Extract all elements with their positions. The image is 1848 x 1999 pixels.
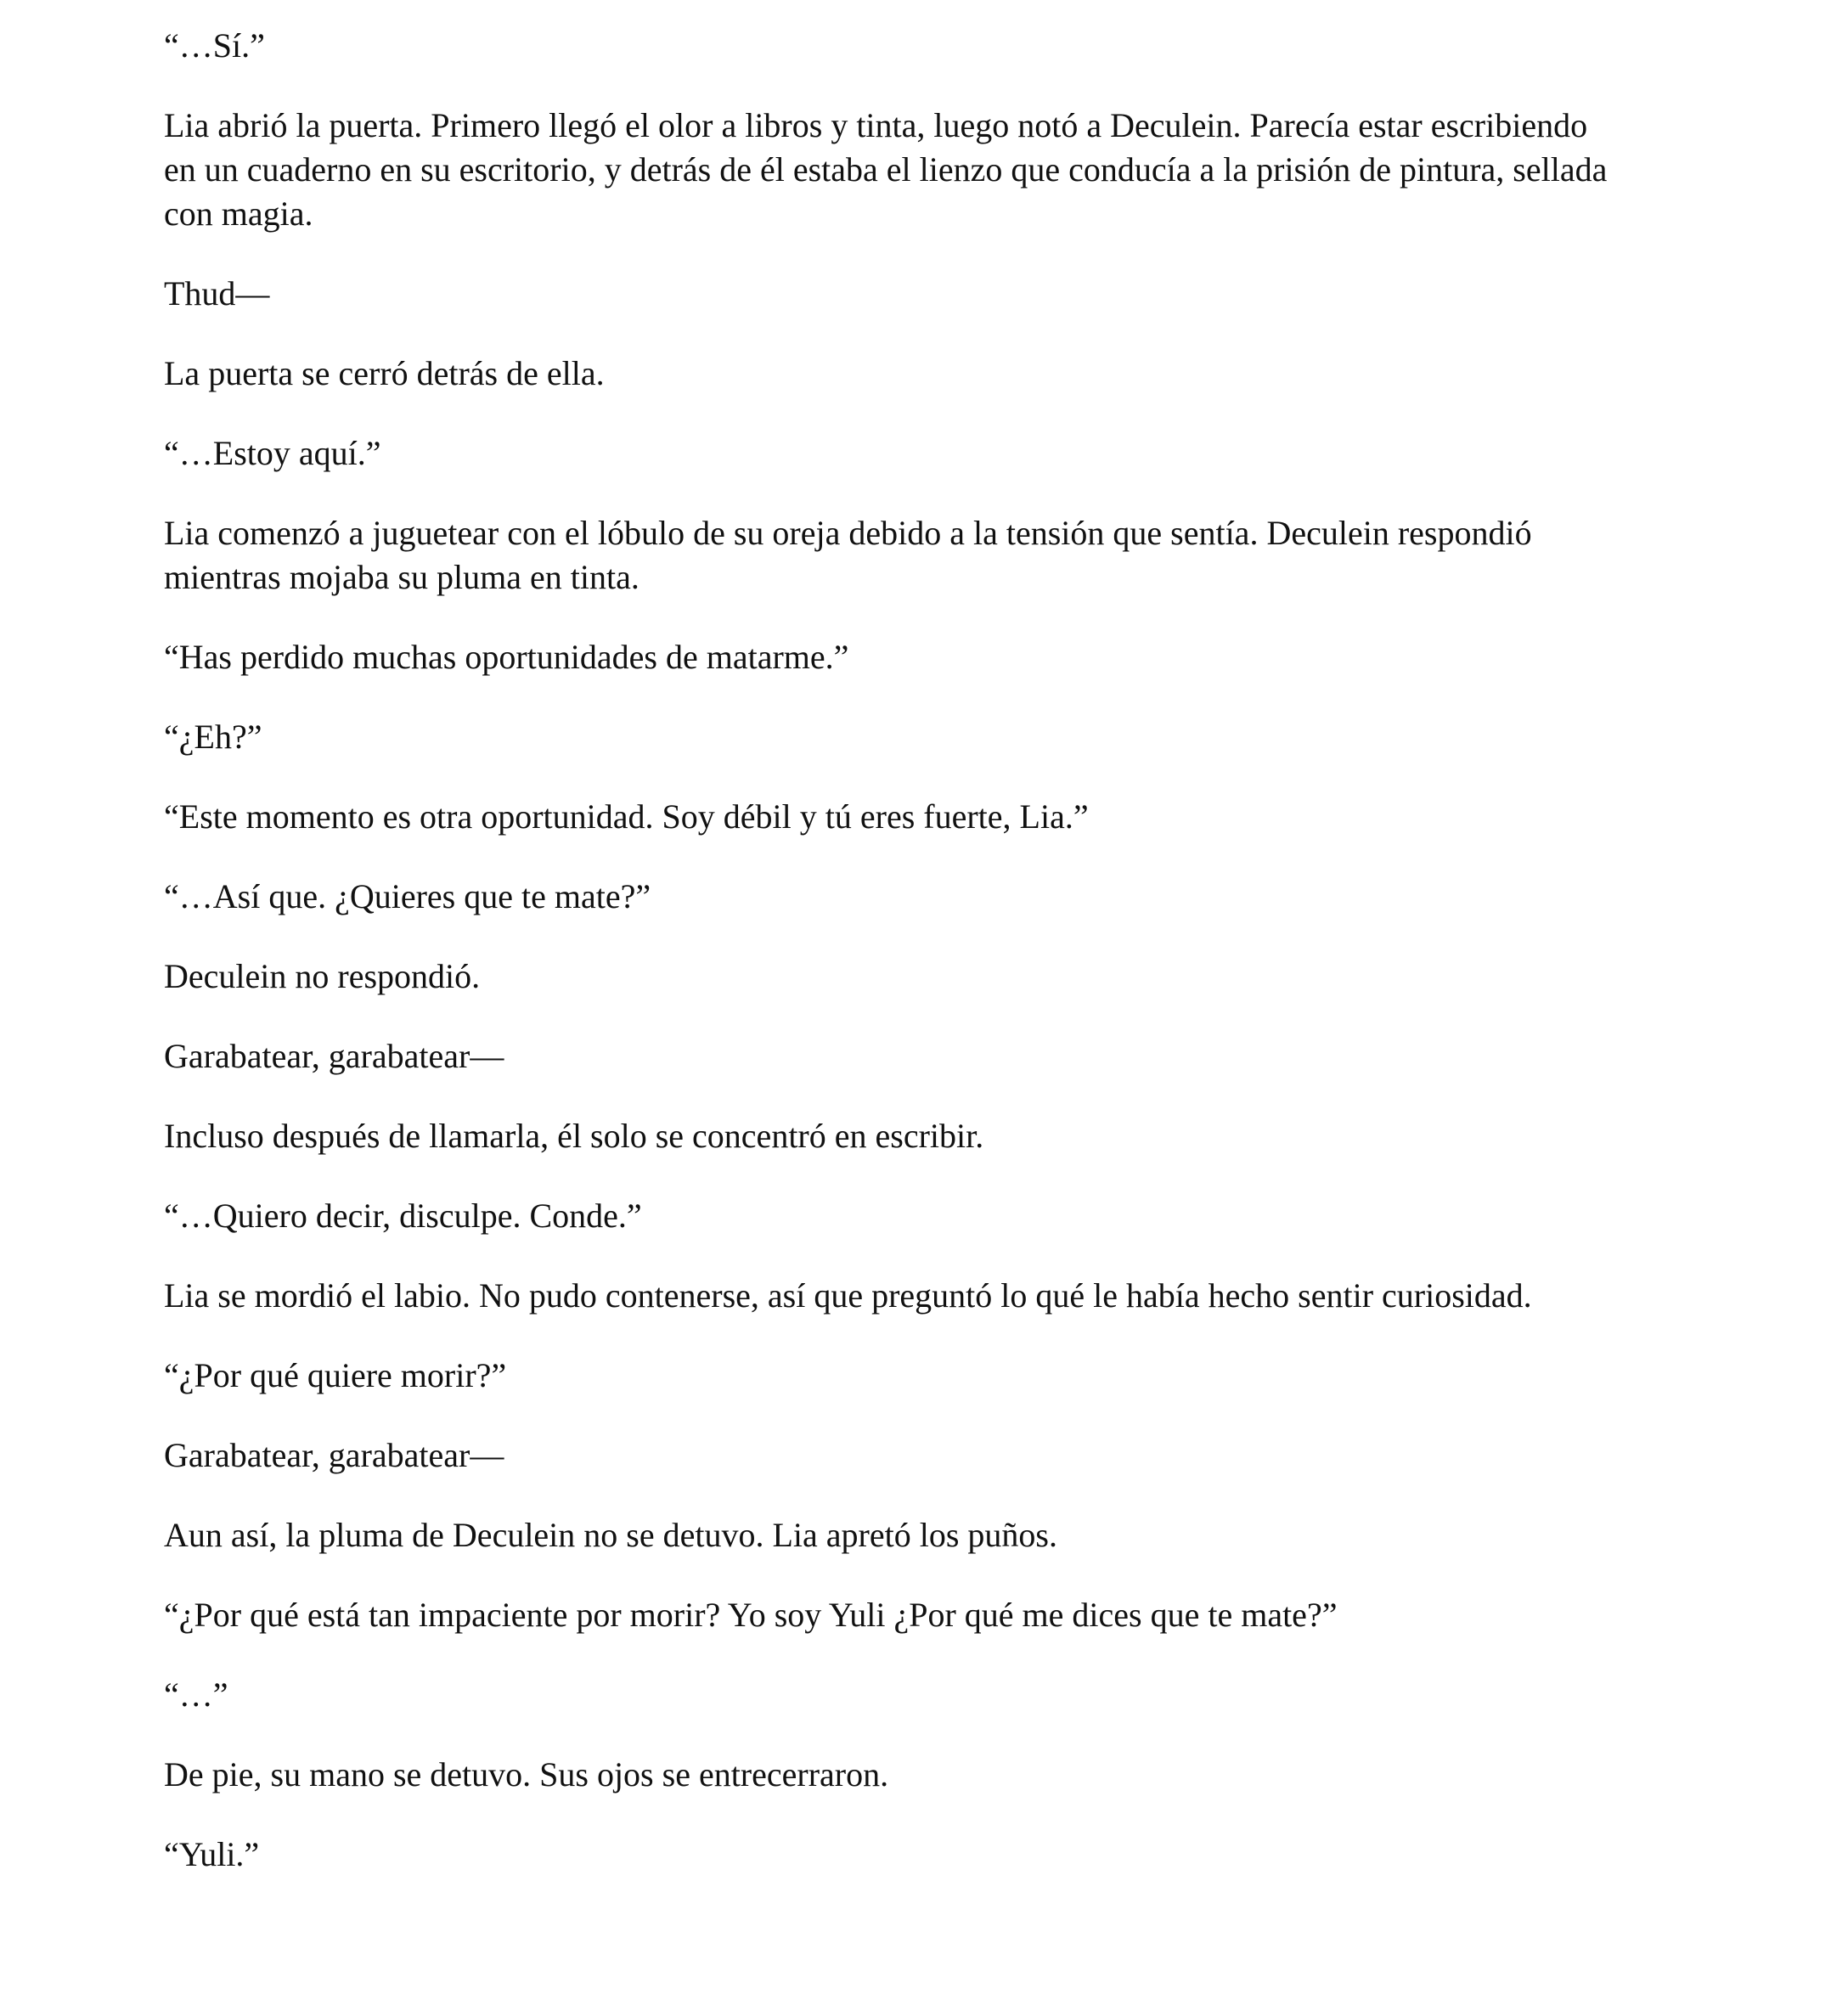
paragraph: Lia comenzó a juguetear con el lóbulo de su oreja debido a la tensión que sentía. Deculein respondió mientras mojaba su pluma en tinta. — [164, 514, 1541, 596]
paragraph: “…” — [164, 1675, 228, 1714]
paragraph: Garabatear, garabatear— — [164, 1436, 504, 1474]
paragraph: “…Así que. ¿Quieres que te mate?” — [164, 877, 651, 915]
paragraph: Incluso después de llamarla, él solo se concentró en escribir. — [164, 1117, 984, 1155]
paragraph: “…Quiero decir, disculpe. Conde.” — [164, 1197, 642, 1235]
paragraph: “¿Por qué quiere morir?” — [164, 1356, 507, 1394]
document-page — [164, 24, 1625, 1912]
paragraph: Aun así, la pluma de Deculein no se detuvo. Lia apretó los puños. — [164, 1516, 1057, 1554]
paragraph: Garabatear, garabatear— — [164, 1037, 504, 1075]
paragraph: “Este momento es otra oportunidad. Soy débil y tú eres fuerte, Lia.” — [164, 797, 1089, 836]
paragraph: La puerta se cerró detrás de ella. — [164, 354, 605, 392]
paragraph: “Yuli.” — [164, 1835, 260, 1873]
paragraph: “¿Por qué está tan impaciente por morir? Yo soy Yuli ¿Por qué me dices que te mate?” — [164, 1596, 1338, 1634]
paragraph: Thud— — [164, 274, 270, 313]
paragraph: De pie, su mano se detuvo. Sus ojos se entrecerraron. — [164, 1755, 889, 1793]
paragraph: Lia abrió la puerta. Primero llegó el olor a libros y tinta, luego notó a Deculein. Parecía estar escribiendo en un cuaderno en su escritorio, y detrás de él estaba el lienzo que conducía a la prisión de pintura, sellada con magia. — [164, 106, 1616, 233]
paragraph: “…Sí.” — [164, 26, 265, 65]
paragraph: “¿Eh?” — [164, 718, 262, 756]
paragraph: “…Estoy aquí.” — [164, 434, 381, 472]
paragraph: “Has perdido muchas oportunidades de matarme.” — [164, 638, 849, 676]
paragraph: Deculein no respondió. — [164, 957, 481, 995]
paragraph: Lia se mordió el labio. No pudo contenerse, así que preguntó lo qué le había hecho sentir curiosidad. — [164, 1276, 1532, 1315]
